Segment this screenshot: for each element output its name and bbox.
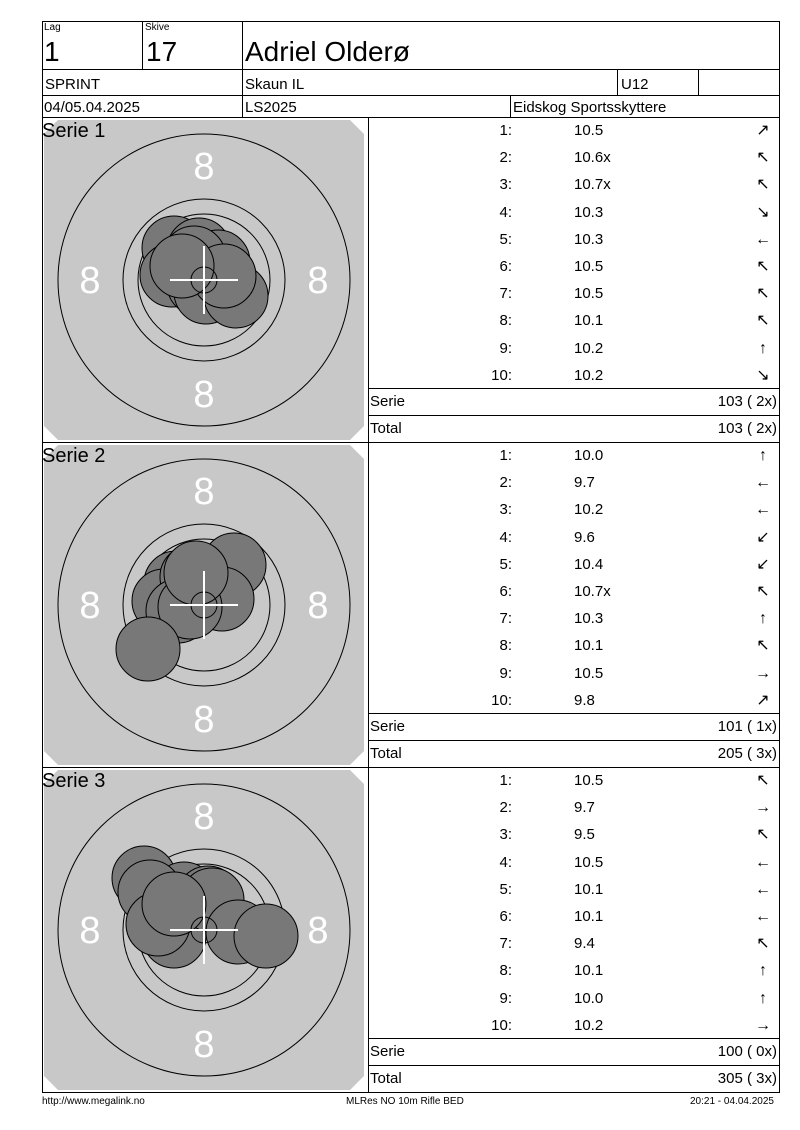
shot-direction-icon: ↖ — [756, 176, 770, 194]
shot-value: 10.3 — [574, 203, 604, 221]
skive-label: Skive — [145, 22, 170, 33]
shot-value: 9.5 — [574, 826, 595, 844]
ring-label: 8 — [193, 471, 215, 513]
shot-number: 7: — [499, 935, 512, 953]
total-label: Total — [370, 420, 402, 437]
shot-direction-icon: ← — [755, 908, 771, 925]
serie-label: Serie — [370, 718, 406, 735]
footer-timestamp: 20:21 - 04.04.2025 — [690, 1096, 774, 1107]
total-value: 305 ( 3x) — [717, 1070, 777, 1087]
shot-number: 2: — [499, 474, 512, 492]
shot-value: 10.5 — [574, 772, 604, 789]
shot-number: 6: — [499, 583, 512, 600]
shot-number: 6: — [499, 258, 512, 275]
shot-number: 1: — [499, 122, 512, 139]
ring-label: 8 — [307, 260, 329, 302]
date: 04/05.04.2025 — [44, 99, 140, 116]
shot-direction-icon: ↖ — [756, 935, 770, 953]
series-title: Serie 3 — [42, 770, 106, 792]
shot-number: 2: — [499, 799, 512, 817]
shot-number: 5: — [499, 230, 512, 248]
shot-value: 9.7 — [574, 799, 595, 817]
shot-direction-icon: ↘ — [756, 366, 770, 384]
series-divider — [368, 118, 369, 443]
ring-label: 8 — [79, 585, 101, 627]
shot-direction-icon: ↑ — [759, 962, 767, 980]
shot-value: 10.1 — [574, 962, 604, 980]
shot-number: 8: — [499, 962, 512, 980]
target-card — [42, 768, 368, 1093]
shot-value: 9.6 — [574, 528, 595, 546]
shot-value: 10.1 — [574, 312, 604, 330]
footer-url: http://www.megalink.no — [42, 1096, 145, 1107]
series-title: Serie 1 — [42, 120, 106, 142]
shot-direction-icon: ↑ — [759, 339, 767, 357]
ring-label: 8 — [79, 910, 101, 952]
shot-number: 7: — [499, 285, 512, 303]
shot-number: 10: — [491, 1016, 512, 1034]
total-label: Total — [370, 1070, 402, 1087]
shot-number: 10: — [491, 366, 512, 384]
serie-value: 100 ( 0x) — [717, 1043, 777, 1060]
shot-value: 10.3 — [574, 230, 604, 248]
skive-value: 17 — [146, 36, 178, 67]
shot-number: 8: — [499, 312, 512, 330]
shot-value: 10.2 — [574, 339, 604, 357]
shot-direction-icon: ↖ — [756, 285, 770, 303]
shot-value: 10.5 — [574, 664, 604, 682]
serie-value: 103 ( 2x) — [717, 393, 777, 410]
shot-number: 10: — [491, 691, 512, 709]
shot-direction-icon: ← — [755, 474, 771, 492]
series-divider — [368, 443, 369, 768]
shot-direction-icon: ↖ — [756, 258, 770, 275]
shot-number: 3: — [499, 826, 512, 844]
total-value: 205 ( 3x) — [717, 745, 777, 762]
shot-number: 4: — [499, 203, 512, 221]
ring-label: 8 — [193, 146, 215, 188]
shot-direction-icon: ↖ — [756, 826, 770, 844]
shot-number: 6: — [499, 908, 512, 925]
shot-direction-icon: ↑ — [759, 610, 767, 628]
shot-value: 9.8 — [574, 691, 595, 709]
ring-label: 8 — [193, 796, 215, 838]
shot-number: 9: — [499, 664, 512, 682]
shot-value: 10.5 — [574, 258, 604, 275]
shot-value: 10.2 — [574, 366, 604, 384]
class: U12 — [621, 76, 649, 93]
shot-number: 7: — [499, 610, 512, 628]
shot-direction-icon: ↘ — [756, 203, 770, 221]
shot-value: 10.1 — [574, 908, 604, 925]
discipline: SPRINT — [45, 76, 101, 93]
lag-label: Lag — [44, 22, 61, 33]
shot-value: 10.0 — [574, 447, 604, 464]
shot-direction-icon: ← — [755, 501, 771, 519]
shot-value: 10.2 — [574, 1016, 604, 1034]
competition: LS2025 — [245, 99, 297, 116]
shot-number: 3: — [499, 501, 512, 519]
shot-hole — [234, 904, 298, 968]
shot-value: 9.4 — [574, 935, 595, 953]
total-row-border — [368, 740, 780, 741]
shot-number: 4: — [499, 528, 512, 546]
shot-number: 2: — [499, 149, 512, 167]
serie-label: Serie — [370, 1043, 406, 1060]
shot-value: 10.6x — [574, 149, 611, 167]
serie-row-border — [368, 388, 780, 389]
shot-value: 10.1 — [574, 637, 604, 655]
shot-number: 8: — [499, 637, 512, 655]
target-card — [42, 118, 368, 443]
total-row-border — [368, 1065, 780, 1066]
shot-number: 1: — [499, 447, 512, 464]
shot-direction-icon: ↖ — [756, 583, 770, 600]
shot-value: 9.7 — [574, 474, 595, 492]
shot-hole — [164, 541, 228, 605]
shot-value: 10.3 — [574, 610, 604, 628]
shot-number: 1: — [499, 772, 512, 789]
ring-label: 8 — [307, 910, 329, 952]
shot-value: 10.2 — [574, 501, 604, 519]
total-value: 103 ( 2x) — [717, 420, 777, 437]
shot-direction-icon: ↑ — [759, 989, 767, 1007]
shot-direction-icon: ↗ — [756, 691, 770, 709]
ring-label: 8 — [193, 699, 215, 741]
shot-number: 9: — [499, 339, 512, 357]
ring-label: 8 — [79, 260, 101, 302]
shooter-name: Adriel Olderø — [245, 36, 410, 67]
serie-row-border — [368, 713, 780, 714]
shot-number: 3: — [499, 176, 512, 194]
shot-value: 10.7x — [574, 176, 611, 194]
target-card — [42, 443, 368, 768]
lag-value: 1 — [44, 36, 60, 67]
shot-number: 9: — [499, 989, 512, 1007]
footer-software: MLRes NO 10m Rifle BED — [346, 1096, 464, 1107]
serie-label: Serie — [370, 393, 406, 410]
shot-direction-icon: → — [755, 1016, 771, 1034]
ring-label: 8 — [193, 1024, 215, 1066]
series-title: Serie 2 — [42, 445, 106, 467]
shot-direction-icon: ← — [755, 880, 771, 898]
shot-direction-icon: ↙ — [756, 528, 770, 546]
shot-direction-icon: ↖ — [756, 772, 770, 789]
ring-label: 8 — [193, 374, 215, 416]
organizer: Eidskog Sportsskyttere — [513, 99, 667, 116]
shot-direction-icon: ↖ — [756, 637, 770, 655]
shot-direction-icon: → — [755, 799, 771, 817]
series-divider — [368, 768, 369, 1093]
shot-direction-icon: ← — [755, 230, 771, 248]
shot-number: 5: — [499, 555, 512, 573]
shot-direction-icon: ← — [755, 853, 771, 871]
total-label: Total — [370, 745, 402, 762]
shot-value: 10.5 — [574, 853, 604, 871]
shot-value: 10.5 — [574, 122, 604, 139]
club: Skaun IL — [245, 76, 305, 93]
serie-value: 101 ( 1x) — [717, 718, 777, 735]
shot-value: 10.4 — [574, 555, 604, 573]
shot-value: 10.5 — [574, 285, 604, 303]
shot-value: 10.1 — [574, 880, 604, 898]
total-row-border — [368, 415, 780, 416]
serie-row-border — [368, 1038, 780, 1039]
shot-number: 5: — [499, 880, 512, 898]
shot-direction-icon: ↗ — [756, 122, 770, 139]
ring-label: 8 — [307, 585, 329, 627]
shot-value: 10.0 — [574, 989, 604, 1007]
shot-number: 4: — [499, 853, 512, 871]
shot-direction-icon: ↑ — [759, 447, 767, 464]
shot-direction-icon: ↙ — [756, 555, 770, 573]
shot-direction-icon: ↖ — [756, 149, 770, 167]
shot-direction-icon: ↖ — [756, 312, 770, 330]
shot-direction-icon: → — [755, 664, 771, 682]
shot-hole — [116, 617, 180, 681]
shot-value: 10.7x — [574, 583, 611, 600]
shot-hole — [142, 872, 206, 936]
